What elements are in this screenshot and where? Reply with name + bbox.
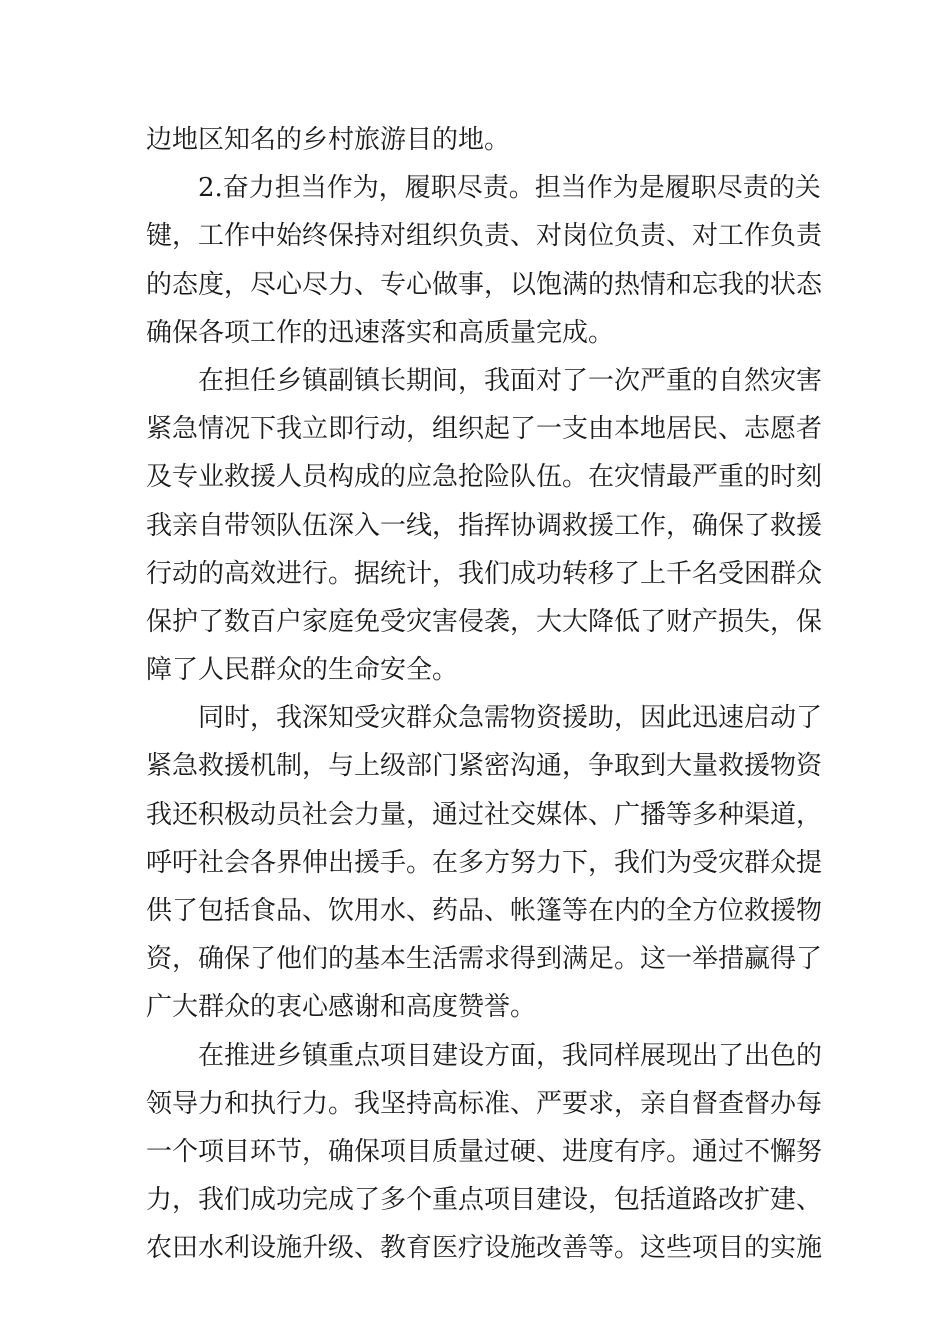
text-line: 呼吁社会各界伸出援手。在多方努力下，我们为受灾群众提 bbox=[146, 847, 823, 878]
text-line: 我还积极动员社会力量，通过社交媒体、广播等多种渠道， bbox=[146, 799, 823, 830]
paragraph-5 bbox=[146, 1032, 823, 1273]
text-line: 行动的高效进行。据统计，我们成功转移了上千名受困群众 bbox=[146, 558, 823, 589]
text-line: 一个项目环节，确保项目质量过硬、进度有序。通过不懈努 bbox=[146, 1136, 823, 1167]
paragraph-3 bbox=[146, 357, 823, 694]
text-line: 键，工作中始终保持对组织负责、对岗位负责、对工作负责 bbox=[146, 221, 823, 252]
text-line: 力，我们成功完成了多个重点项目建设，包括道路改扩建、 bbox=[146, 1185, 823, 1216]
paragraph-2 bbox=[146, 164, 823, 357]
text-line: 紧急救援机制，与上级部门紧密沟通，争取到大量救援物资 bbox=[146, 751, 823, 782]
text-line: 供了包括食品、饮用水、药品、帐篷等在内的全方位救援物 bbox=[146, 896, 823, 926]
text-line: 障了人民群众的生命安全。 bbox=[146, 655, 459, 686]
document-body bbox=[146, 116, 823, 1273]
text-line: 紧急情况下我立即行动，组织起了一支由本地居民、志愿者 bbox=[146, 414, 823, 445]
text-line: 广大群众的衷心感谢和高度赞誉。 bbox=[146, 992, 537, 1023]
text-line: 农田水利设施升级、教育医疗设施改善等。这些项目的实施 bbox=[146, 1233, 823, 1264]
text-line: 及专业救援人员构成的应急抢险队伍。在灾情最严重的时刻 bbox=[146, 462, 823, 493]
text-line: 在推进乡镇重点项目建设方面，我同样展现出了出色的 bbox=[198, 1040, 823, 1071]
text-line: 2.奋力担当作为，履职尽责。担当作为是履职尽责的关 bbox=[198, 173, 821, 204]
text-line: 的态度，尽心尽力、专心做事，以饱满的热情和忘我的状态 bbox=[146, 269, 823, 300]
text-line: 边地区知名的乡村旅游目的地。 bbox=[146, 125, 511, 155]
text-line: 保护了数百户家庭免受灾害侵袭，大大降低了财产损失，保 bbox=[146, 606, 823, 637]
text-line: 我亲自带领队伍深入一线，指挥协调救援工作，确保了救援 bbox=[146, 510, 823, 541]
text-line: 领导力和执行力。我坚持高标准、严要求，亲自督查督办每 bbox=[146, 1088, 823, 1119]
paragraph-4 bbox=[146, 694, 823, 1031]
text-line: 同时，我深知受灾群众急需物资援助，因此迅速启动了 bbox=[198, 703, 823, 734]
paragraph-1 bbox=[146, 116, 806, 164]
text-line: 在担任乡镇副镇长期间，我面对了一次严重的自然灾害 bbox=[198, 365, 823, 396]
text-line: 确保各项工作的迅速落实和高质量完成。 bbox=[146, 317, 615, 348]
text-line: 资，确保了他们的基本生活需求得到满足。这一举措赢得了 bbox=[146, 944, 823, 975]
